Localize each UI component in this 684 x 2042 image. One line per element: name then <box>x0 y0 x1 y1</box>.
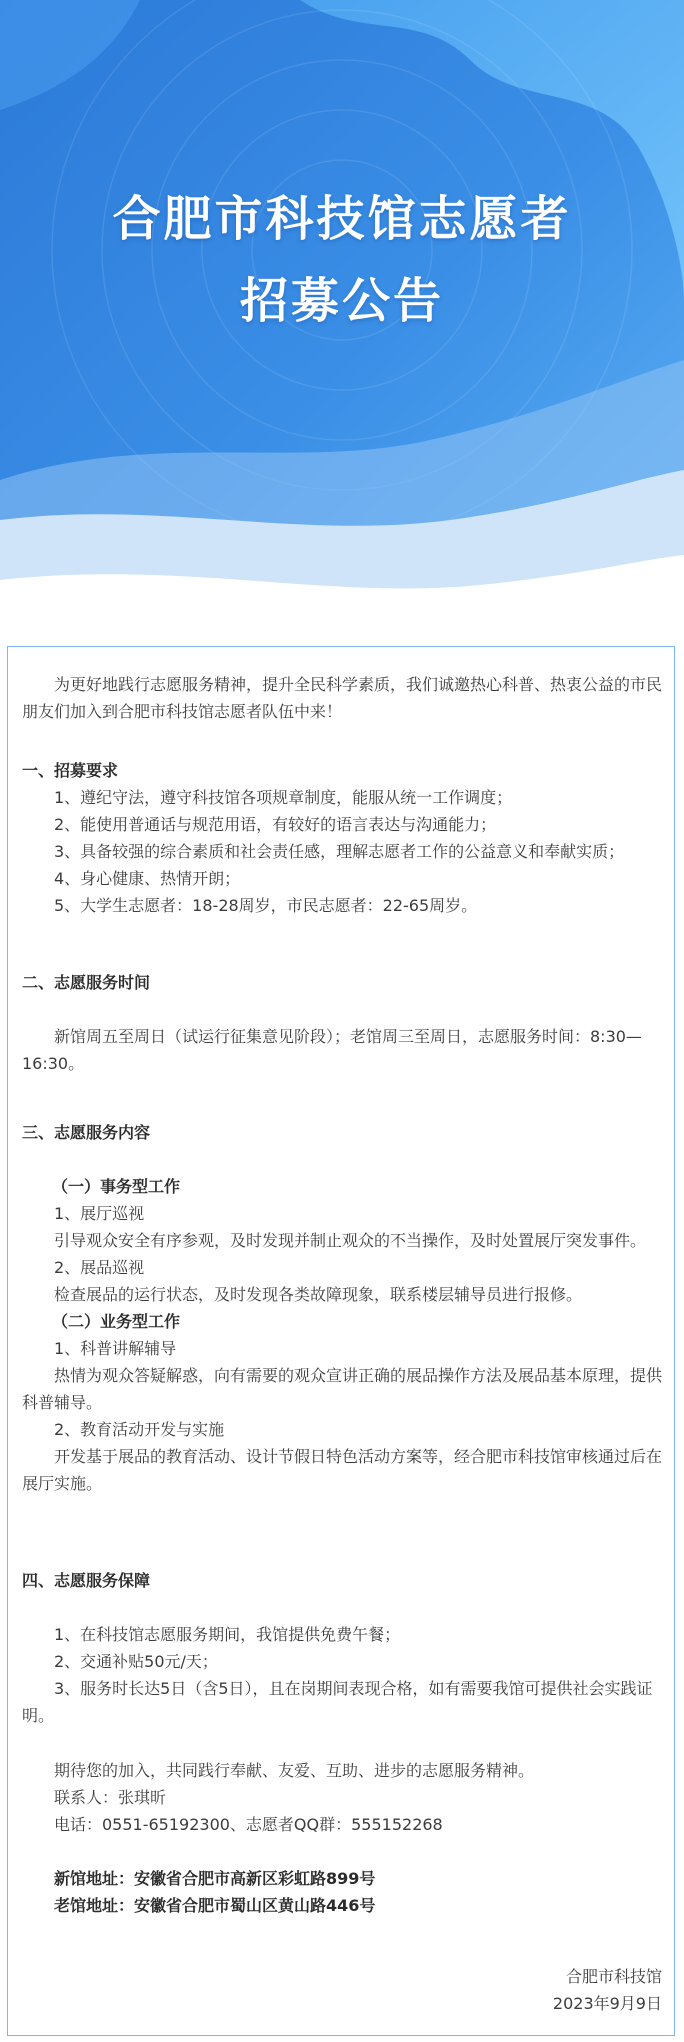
list-item: 3、服务时长达5日（含5日），且在岗期间表现合格，如有需要我馆可提供社会实践证明。 <box>22 1679 653 1725</box>
list-item-title: 1、展厅巡视 <box>54 1204 145 1223</box>
section-support-body <box>22 1621 662 1729</box>
section-heading: 二、志愿服务时间 <box>22 973 151 992</box>
section-content-body <box>22 1173 662 1497</box>
list-item: 2、交通补贴50元/天； <box>54 1652 218 1671</box>
address-block <box>22 1865 662 1919</box>
intro-block <box>22 671 662 725</box>
list-item: 4、身心健康、热情开朗； <box>54 869 241 888</box>
subsection-heading: （一）事务型工作 <box>52 1177 181 1196</box>
closing-block <box>22 1757 662 1838</box>
section-heading: 三、志愿服务内容 <box>22 1123 151 1142</box>
intro-paragraph: 为更好地践行志愿服务精神，提升全民科学素质，我们诚邀热心科普、热衷公益的市民朋友们加入到合肥市科技馆志愿者队伍中来！ <box>22 675 663 721</box>
signature-block <box>22 1963 662 2017</box>
old-address: 老馆地址：安徽省合肥市蜀山区黄山路446号 <box>54 1896 376 1915</box>
list-item-text: 热情为观众答疑解惑，向有需要的观众宣讲正确的展品操作方法及展品基本原理，提供科普辅导。 <box>22 1366 663 1412</box>
section-time <box>22 969 662 996</box>
list-item-title: 2、展品巡视 <box>54 1258 145 1277</box>
section-content <box>22 1119 662 1146</box>
list-item-text: 引导观众安全有序参观，及时发现并制止观众的不当操作，及时处置展厅突发事件。 <box>54 1231 647 1250</box>
list-item: 1、遵纪守法，遵守科技馆各项规章制度，能服从统一工作调度； <box>54 788 513 807</box>
section-heading: 四、志愿服务保障 <box>22 1571 151 1590</box>
page-title-line1: 合肥市科技馆志愿者 <box>112 191 572 247</box>
closing-text: 期待您的加入，共同践行奉献、友爱、互助、进步的志愿服务精神。 <box>54 1761 535 1780</box>
section-heading: 一、招募要求 <box>22 761 119 780</box>
signature-date: 2023年9月9日 <box>552 1994 662 2013</box>
list-item: 3、具备较强的综合素质和社会责任感，理解志愿者工作的公益意义和奉献实质； <box>54 842 625 861</box>
new-address: 新馆地址：安徽省合肥市高新区彩虹路899号 <box>54 1869 376 1888</box>
section-time-body <box>22 1023 662 1077</box>
contact-person: 联系人：张琪昕 <box>54 1788 167 1807</box>
list-item-title: 2、教育活动开发与实施 <box>54 1420 225 1439</box>
list-item-title: 1、科普讲解辅导 <box>54 1339 177 1358</box>
list-item-text: 检查展品的运行状态，及时发现各类故障现象，联系楼层辅导员进行报修。 <box>54 1285 583 1304</box>
list-item: 5、大学生志愿者：18-28周岁，市民志愿者：22-65周岁。 <box>54 896 478 915</box>
header-banner <box>0 0 684 636</box>
list-item-text: 开发基于展品的教育活动、设计节假日特色活动方案等，经合肥市科技馆审核通过后在展厅实施。 <box>22 1447 663 1493</box>
section-support <box>22 1567 662 1594</box>
page-title-line2: 招募公告 <box>239 273 444 329</box>
list-item: 2、能使用普通话与规范用语，有较好的语言表达与沟通能力； <box>54 815 497 834</box>
section-requirements <box>22 757 662 919</box>
time-text: 新馆周五至周日（试运行征集意见阶段）；老馆周三至周日，志愿服务时间：8:30—16:30。 <box>22 1027 642 1073</box>
contact-phone: 电话：0551-65192300、志愿者QQ群：555152268 <box>54 1815 443 1834</box>
list-item: 1、在科技馆志愿服务期间，我馆提供免费午餐； <box>54 1625 401 1644</box>
subsection-heading: （二）业务型工作 <box>52 1312 181 1331</box>
announcement-body <box>7 646 675 2036</box>
signature-org: 合肥市科技馆 <box>565 1967 662 1986</box>
